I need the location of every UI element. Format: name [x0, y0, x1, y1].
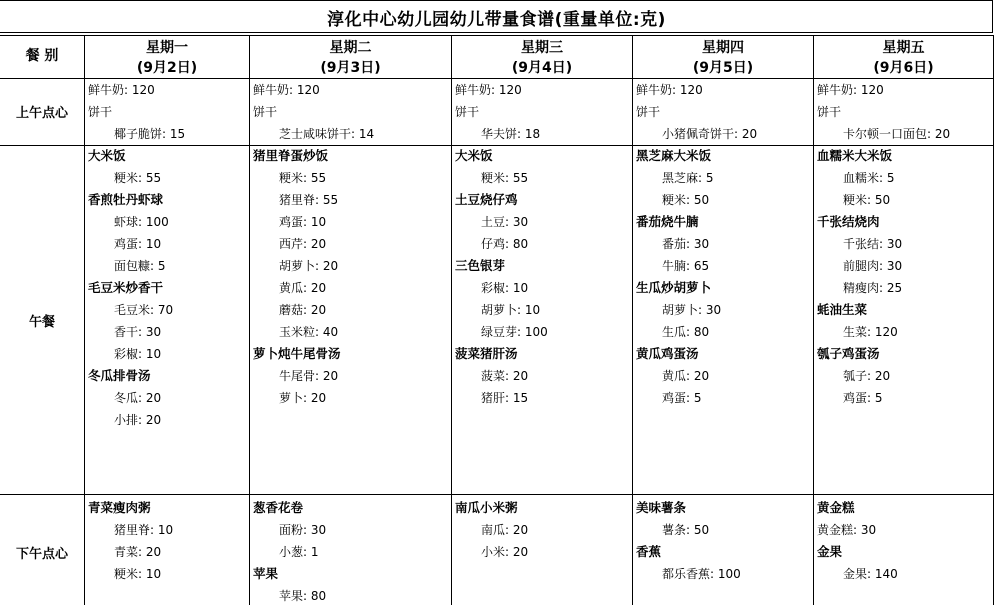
ingredient-line: 牛尾骨: 20	[279, 369, 339, 383]
dish-name: 萝卜炖牛尾骨汤	[253, 346, 341, 361]
dish-name: 苹果	[253, 566, 279, 581]
ingredient-line: 金果: 140	[843, 567, 898, 581]
day-name: 星期五	[882, 40, 925, 56]
dish-name: 美味薯条	[636, 500, 687, 515]
ingredient-line: 胡萝卜: 10	[481, 303, 541, 317]
row-label-lunch: 午餐	[28, 315, 55, 330]
ingredient-line: 面包糠: 5	[114, 259, 166, 273]
dish-name: 青菜瘦肉粥	[88, 500, 151, 515]
ingredient-line: 血糯米: 5	[843, 171, 895, 185]
grid-line	[0, 35, 993, 36]
ingredient-line: 小猪佩奇饼干: 20	[662, 127, 758, 141]
ingredient-line: 鲜牛奶: 120	[817, 83, 884, 97]
menu-cell-afternoon-mon	[88, 497, 173, 585]
grid-line	[84, 35, 85, 605]
ingredient-line: 华夫饼: 18	[481, 127, 541, 141]
ingredient-line: 黄瓜: 20	[662, 369, 710, 383]
ingredient-line: 芝士咸味饼干: 14	[279, 127, 375, 141]
ingredient-line: 粳米: 55	[114, 171, 162, 185]
dish-name: 菠菜猪肝汤	[455, 346, 518, 361]
grid-line	[993, 35, 994, 605]
day-name: 星期一	[146, 40, 188, 56]
ingredient-line: 瓠子: 20	[843, 369, 891, 383]
menu-cell-morning-mon	[88, 79, 185, 145]
ingredient-line: 蘑菇: 20	[279, 303, 327, 317]
dish-name: 猪里脊蛋炒饭	[253, 148, 329, 163]
day-header-wed	[452, 38, 632, 78]
ingredient-line: 彩椒: 10	[481, 281, 529, 295]
ingredient-line: 胡萝卜: 20	[279, 259, 339, 273]
menu-cell-afternoon-wed	[455, 497, 528, 563]
dish-name: 三色银芽	[455, 258, 506, 273]
menu-cell-lunch-thu	[636, 145, 721, 409]
ingredient-line: 饼干	[88, 105, 113, 119]
ingredient-line: 毛豆米: 70	[114, 303, 174, 317]
ingredient-line: 鲜牛奶: 120	[253, 83, 320, 97]
day-name: 星期二	[329, 40, 372, 56]
dish-name: 黄金糕	[817, 500, 855, 515]
ingredient-line: 饼干	[455, 105, 480, 119]
ingredient-line: 鸡蛋: 10	[114, 237, 162, 251]
ingredient-line: 番茄: 30	[662, 237, 710, 251]
ingredient-line: 鲜牛奶: 120	[88, 83, 155, 97]
ingredient-line: 精瘦肉: 25	[843, 281, 903, 295]
dish-name: 香煎牡丹虾球	[88, 192, 164, 207]
dish-name: 南瓜小米粥	[455, 500, 518, 515]
day-header-fri	[814, 38, 993, 78]
ingredient-line: 粳米: 55	[279, 171, 327, 185]
ingredient-line: 胡萝卜: 30	[662, 303, 722, 317]
dish-name: 千张结烧肉	[817, 214, 880, 229]
menu-cell-morning-tue	[253, 79, 374, 145]
ingredient-line: 小米: 20	[481, 545, 529, 559]
dish-name: 蚝油生菜	[817, 302, 868, 317]
ingredient-line: 彩椒: 10	[114, 347, 162, 361]
ingredient-line: 饼干	[636, 105, 661, 119]
menu-cell-afternoon-fri	[817, 497, 898, 585]
menu-cell-lunch-wed	[455, 145, 548, 409]
ingredient-line: 猪里脊: 55	[279, 193, 339, 207]
ingredient-line: 粳米: 50	[843, 193, 891, 207]
ingredient-line: 青菜: 20	[114, 545, 162, 559]
dish-name: 金果	[817, 544, 843, 559]
menu-cell-morning-thu	[636, 79, 757, 145]
ingredient-line: 牛腩: 65	[662, 259, 710, 273]
ingredient-line: 面粉: 30	[279, 523, 327, 537]
ingredient-line: 都乐香蕉: 100	[662, 567, 741, 581]
day-date: (9月3日)	[320, 60, 381, 76]
menu-cell-lunch-tue	[253, 145, 341, 409]
ingredient-line: 绿豆芽: 100	[481, 325, 548, 339]
ingredient-line: 饼干	[817, 105, 842, 119]
ingredient-line: 小葱: 1	[279, 545, 319, 559]
grid-line	[451, 35, 452, 605]
dish-name: 香蕉	[636, 544, 662, 559]
ingredient-line: 粳米: 55	[481, 171, 529, 185]
ingredient-line: 椰子脆饼: 15	[114, 127, 186, 141]
ingredient-line: 猪里脊: 10	[114, 523, 174, 537]
ingredient-line: 鸡蛋: 5	[662, 391, 702, 405]
ingredient-line: 粳米: 50	[662, 193, 710, 207]
ingredient-line: 鲜牛奶: 120	[455, 83, 522, 97]
dish-name: 毛豆米炒香干	[88, 280, 164, 295]
day-date: (9月5日)	[692, 60, 754, 76]
ingredient-line: 猪肝: 15	[481, 391, 529, 405]
ingredient-line: 黑芝麻: 5	[662, 171, 714, 185]
day-date: (9月4日)	[511, 60, 573, 76]
ingredient-line: 玉米粒: 40	[279, 325, 339, 339]
dish-name: 血糯米大米饭	[817, 148, 893, 163]
menu-cell-lunch-mon	[88, 145, 173, 431]
ingredient-line: 西芹: 20	[279, 237, 327, 251]
ingredient-line: 小排: 20	[114, 413, 162, 427]
grid-line	[632, 35, 633, 605]
menu-cell-morning-wed	[455, 79, 540, 145]
ingredient-line: 卡尔顿一口面包: 20	[843, 127, 951, 141]
row-label-morning: 上午点心	[15, 106, 68, 121]
dish-name: 大米饭	[88, 148, 126, 163]
ingredient-line: 南瓜: 20	[481, 523, 529, 537]
ingredient-line: 虾球: 100	[114, 215, 169, 229]
grid-line	[813, 35, 814, 605]
ingredient-line: 千张结: 30	[843, 237, 903, 251]
category-header: 餐 别	[25, 48, 59, 64]
ingredient-line: 黄金糕: 30	[817, 523, 877, 537]
dish-name: 冬瓜排骨汤	[88, 368, 151, 383]
menu-cell-morning-fri	[817, 79, 950, 145]
day-header-tue	[250, 38, 451, 78]
ingredient-line: 香干: 30	[114, 325, 162, 339]
ingredient-line: 仔鸡: 80	[481, 237, 529, 251]
grid-line	[0, 494, 993, 495]
page-title: 淳化中心幼儿园幼儿带量食谱(重量单位:克)	[327, 10, 666, 30]
ingredient-line: 苹果: 80	[279, 589, 327, 603]
dish-name: 生瓜炒胡萝卜	[636, 280, 712, 295]
menu-cell-afternoon-tue	[253, 497, 326, 607]
ingredient-line: 鲜牛奶: 120	[636, 83, 703, 97]
dish-name: 黑芝麻大米饭	[636, 148, 712, 163]
ingredient-line: 土豆: 30	[481, 215, 529, 229]
ingredient-line: 萝卜: 20	[279, 391, 327, 405]
day-date: (9月6日)	[873, 60, 934, 76]
dish-name: 瓠子鸡蛋汤	[817, 346, 880, 361]
row-label-afternoon: 下午点心	[15, 547, 68, 562]
dish-name: 葱香花卷	[253, 500, 304, 515]
grid-line	[249, 35, 250, 605]
ingredient-line: 薯条: 50	[662, 523, 710, 537]
day-header-mon	[85, 38, 249, 78]
ingredient-line: 冬瓜: 20	[114, 391, 162, 405]
day-name: 星期三	[521, 40, 563, 56]
dish-name: 番茄烧牛腩	[636, 214, 699, 229]
ingredient-line: 粳米: 10	[114, 567, 162, 581]
ingredient-line: 饼干	[253, 105, 278, 119]
day-date: (9月2日)	[136, 60, 198, 76]
ingredient-line: 前腿肉: 30	[843, 259, 903, 273]
ingredient-line: 鸡蛋: 5	[843, 391, 883, 405]
ingredient-line: 鸡蛋: 10	[279, 215, 327, 229]
ingredient-line: 菠菜: 20	[481, 369, 529, 383]
ingredient-line: 生瓜: 80	[662, 325, 710, 339]
dish-name: 土豆烧仔鸡	[455, 192, 518, 207]
ingredient-line: 黄瓜: 20	[279, 281, 327, 295]
dish-name: 大米饭	[455, 148, 493, 163]
day-name: 星期四	[702, 40, 744, 56]
ingredient-line: 生菜: 120	[843, 325, 898, 339]
day-header-thu	[633, 38, 813, 78]
menu-cell-afternoon-thu	[636, 497, 741, 585]
dish-name: 黄瓜鸡蛋汤	[636, 346, 699, 361]
menu-cell-lunch-fri	[817, 145, 902, 409]
